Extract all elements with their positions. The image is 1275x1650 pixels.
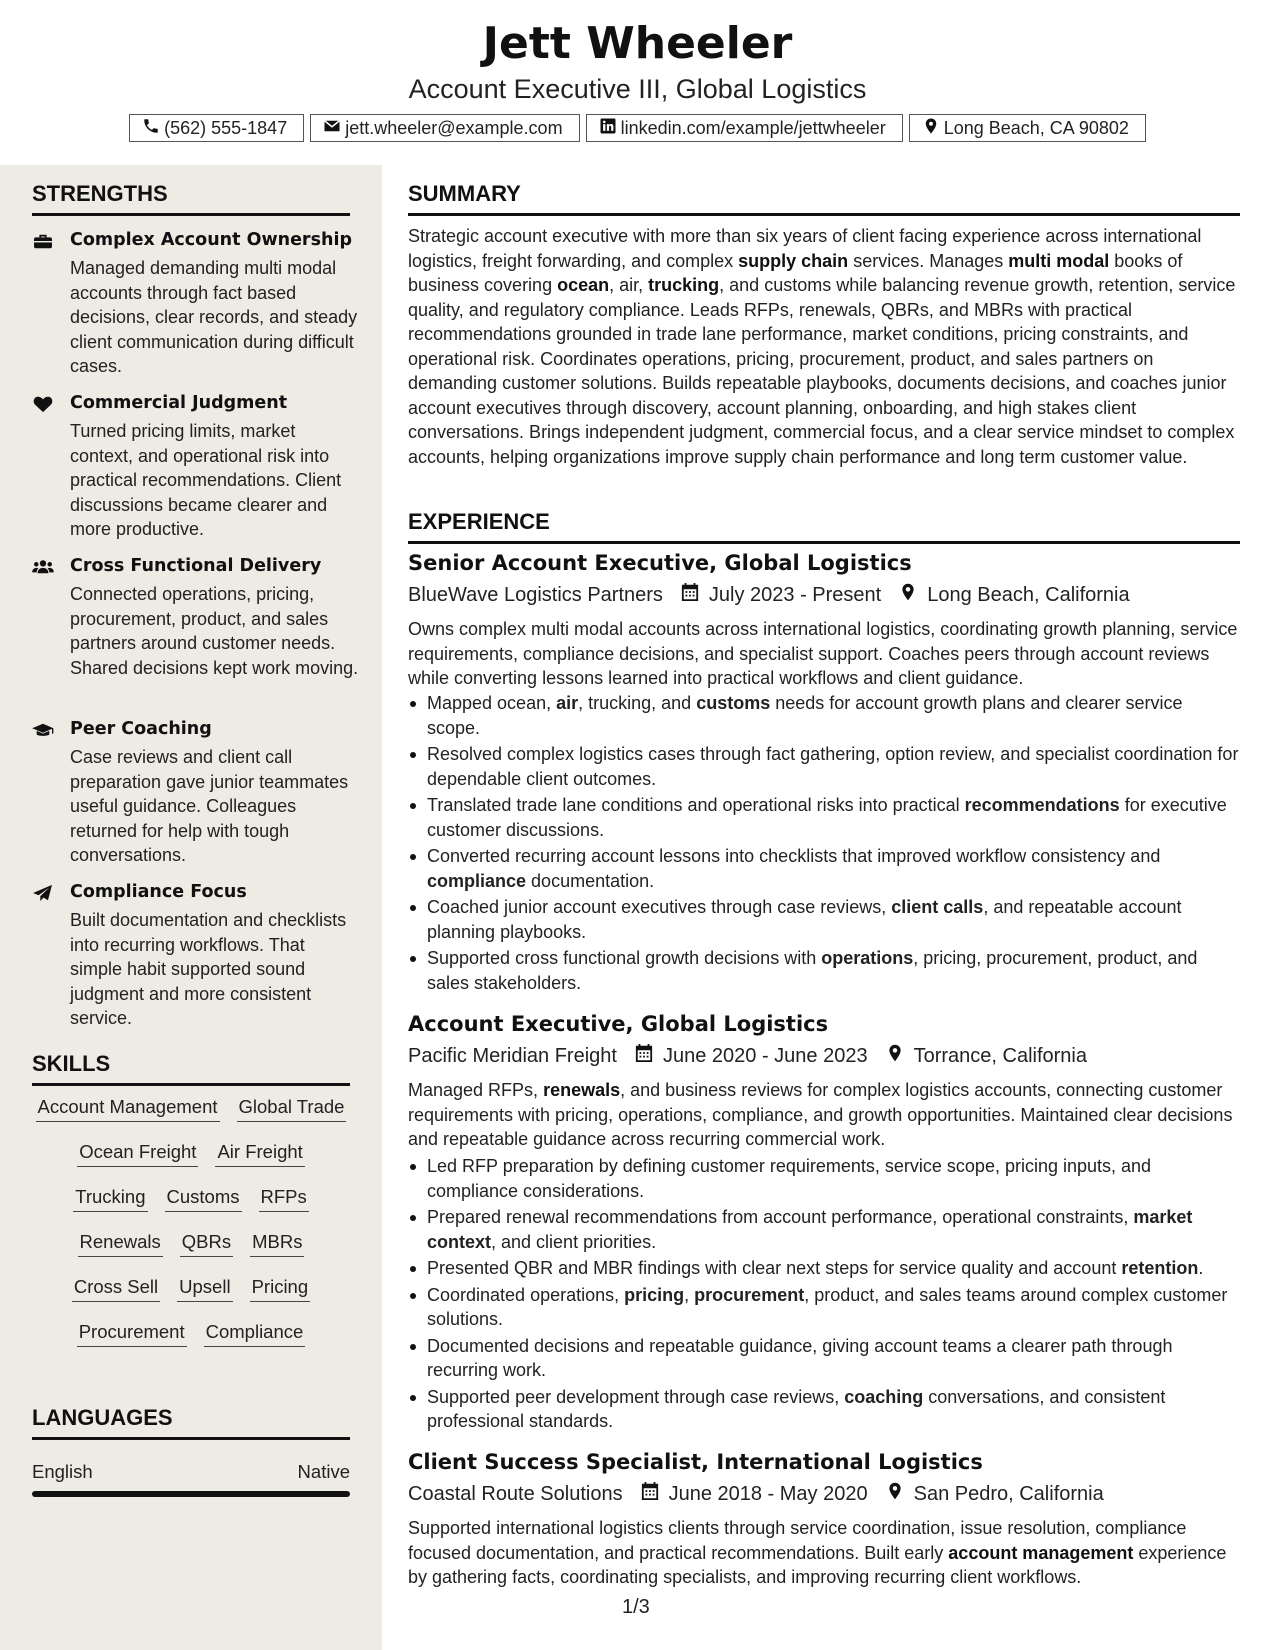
strength-title: Compliance Focus [70, 882, 247, 902]
strengths-heading: STRENGTHS [32, 181, 350, 216]
list-item: Prepared renewal recommendations from account performance, operational constraints, market context, and client priorities. [408, 1205, 1240, 1254]
skills-row [32, 1321, 350, 1366]
skill-tag: QBRs [180, 1231, 233, 1257]
skill-tag: Account Management [36, 1096, 220, 1122]
skill-tag: Procurement [77, 1321, 187, 1347]
job-location: Long Beach, California [927, 583, 1130, 606]
job-bullets [408, 1154, 1240, 1436]
skill-tag: Compliance [204, 1321, 306, 1347]
phone-text: (562) 555-1847 [164, 117, 288, 138]
strength-text: Built documentation and checklists into recurring workflows. That simple habit supported sound judgment and more consistent service. [70, 910, 347, 1028]
list-item: Documented decisions and repeatable guidance, giving account teams a clearer path through recurring work. [408, 1334, 1240, 1383]
job-meta [408, 1481, 1104, 1507]
skill-tag: Global Trade [237, 1096, 347, 1122]
skills-list [32, 1096, 350, 1366]
list-item: Coordinated operations, pricing, procurement, product, and sales teams around complex customer solutions. [408, 1283, 1240, 1332]
map-pin-icon [922, 117, 940, 140]
job-location: Torrance, California [913, 1044, 1087, 1067]
job-description: Supported international logistics clients through service coordination, issue resolution, compliance focused documentation, and practical recommendations. Built early account management experience by gathering facts, coordinating specialists, and improving recurring client workflows. [408, 1518, 1227, 1587]
graduation-cap-icon [32, 721, 54, 739]
briefcase-icon [32, 232, 54, 250]
skill-tag: Customs [165, 1186, 242, 1212]
job-title: Senior Account Executive, Global Logistics [408, 551, 912, 575]
skills-row [32, 1096, 350, 1141]
contact-phone[interactable] [129, 114, 304, 142]
candidate-title: Account Executive III, Global Logistics [408, 74, 867, 104]
map-pin-icon [868, 1043, 914, 1069]
list-item: Coached junior account executives through case reviews, client calls, and repeatable account planning playbooks. [408, 895, 1240, 944]
skill-tag: MBRs [250, 1231, 304, 1257]
page-number: 1/3 [622, 1596, 650, 1618]
calendar-icon [663, 582, 709, 608]
language-proficiency-bar [32, 1491, 350, 1497]
contact-bar [0, 114, 1275, 142]
strength-title: Complex Account Ownership [70, 230, 352, 250]
skill-tag: Upsell [177, 1276, 232, 1302]
calendar-icon [617, 1043, 663, 1069]
location-text: Long Beach, CA 90802 [943, 117, 1129, 138]
list-item: Supported peer development through case reviews, coaching conversations, and consistent professional standards. [408, 1385, 1240, 1434]
job-location: San Pedro, California [913, 1482, 1104, 1505]
strength-text: Connected operations, pricing, procurement, product, and sales partners around customer needs. Shared decisions kept work moving. [70, 584, 359, 678]
language-level: Native [297, 1461, 350, 1482]
job-description: Managed RFPs, renewals, and business reviews for complex logistics accounts, connecting customer requirements with pricing, operations, compliance, and growth opportunities. Maintained clear decisions and repeatable guidance across recurring commercial work. [408, 1080, 1233, 1149]
skills-row [32, 1276, 350, 1321]
skill-tag: RFPs [259, 1186, 309, 1212]
phone-icon [142, 117, 160, 140]
map-pin-icon [881, 582, 927, 608]
strength-title: Cross Functional Delivery [70, 556, 322, 576]
summary-heading: SUMMARY [408, 181, 1240, 216]
job-description: Owns complex multi modal accounts across international logistics, coordinating growth planning, service requirements, compliance decisions, and specialist support. Coaches peers through account reviews while converting lessons learned into practical workflows and client guidance. [408, 619, 1238, 688]
resume-header [0, 0, 1275, 165]
list-item: Translated trade lane conditions and operational risks into practical recommendations for executive customer discussions. [408, 793, 1240, 842]
skill-tag: Ocean Freight [77, 1141, 198, 1167]
list-item: Converted recurring account lessons into checklists that improved workflow consistency and compliance documentation. [408, 844, 1240, 893]
job-dates: June 2018 - May 2020 [668, 1482, 868, 1505]
email-text: jett.wheeler@example.com [345, 117, 563, 138]
list-item: Presented QBR and MBR findings with clear next steps for service quality and account retention. [408, 1256, 1240, 1281]
linkedin-icon [599, 117, 617, 140]
company-name: Coastal Route Solutions [408, 1482, 623, 1505]
paper-plane-icon [32, 884, 54, 902]
list-item: Led RFP preparation by defining customer requirements, service scope, pricing inputs, and compliance considerations. [408, 1154, 1240, 1203]
map-pin-icon [868, 1481, 914, 1507]
calendar-icon [623, 1481, 669, 1507]
skills-heading: SKILLS [32, 1051, 350, 1086]
job-bullets [408, 691, 1240, 997]
company-name: BlueWave Logistics Partners [408, 583, 663, 606]
skills-row [32, 1141, 350, 1186]
skill-tag: Trucking [73, 1186, 147, 1212]
contact-email[interactable] [310, 114, 579, 142]
list-item: Mapped ocean, air, trucking, and customs needs for account growth plans and clearer service scope. [408, 691, 1240, 740]
job-meta [408, 1043, 1087, 1069]
job-meta [408, 582, 1130, 608]
strength-text: Turned pricing limits, market context, and operational risk into practical recommendations. Client discussions became clearer and more productive. [70, 421, 342, 539]
company-name: Pacific Meridian Freight [408, 1044, 617, 1067]
skill-tag: Air Freight [215, 1141, 304, 1167]
job-dates: June 2020 - June 2023 [662, 1044, 868, 1067]
job-dates: July 2023 - Present [708, 583, 882, 606]
candidate-name: Jett Wheeler [482, 18, 793, 69]
strength-text: Case reviews and client call preparation gave junior teammates useful guidance. Colleagues returned for help with tough conversations. [70, 747, 349, 865]
languages-heading: LANGUAGES [32, 1405, 350, 1440]
summary-text: Strategic account executive with more than six years of client facing experience across international logistics, freight forwarding, and complex supply chain services. Manages multi modal books of business covering ocean, air, trucking, and customs while balancing revenue growth, retention, service quality, and regulatory compliance. Leads RFPs, renewals, QBRs, and MBRs with practical recommendations grounded in trade lane performance, market conditions, pricing constraints, and operational risk. Coordinates operations, pricing, procurement, product, and sales partners on demanding customer solutions. Builds repeatable playbooks, documents decisions, and coaches junior account executives through discovery, account planning, onboarding, and high stakes client conversations. Brings independent judgment, commercial focus, and a clear service mindset to complex accounts, helping organizations improve supply chain performance and long term customer value. [408, 226, 1236, 467]
skill-tag: Cross Sell [72, 1276, 160, 1302]
strength-text: Managed demanding multi modal accounts through fact based decisions, clear records, and steady client communication during difficult cases. [70, 258, 358, 376]
linkedin-text: linkedin.com/example/jettwheeler [620, 117, 886, 138]
skill-tag: Pricing [250, 1276, 311, 1302]
envelope-icon [323, 117, 341, 140]
contact-location[interactable] [909, 114, 1146, 142]
users-icon [32, 558, 54, 576]
job-title: Client Success Specialist, International Logistics [408, 1450, 983, 1474]
language-name: English [32, 1461, 93, 1482]
strength-title: Peer Coaching [70, 719, 212, 739]
language-row [32, 1461, 350, 1483]
skills-row [32, 1186, 350, 1231]
strength-title: Commercial Judgment [70, 393, 288, 413]
skill-tag: Renewals [78, 1231, 163, 1257]
experience-heading: EXPERIENCE [408, 509, 1240, 544]
job-title: Account Executive, Global Logistics [408, 1012, 829, 1036]
heart-icon [32, 395, 54, 413]
contact-linkedin[interactable] [586, 114, 903, 142]
list-item: Resolved complex logistics cases through fact gathering, option review, and specialist coordination for dependable client outcomes. [408, 742, 1240, 791]
skills-row [32, 1231, 350, 1276]
list-item: Supported cross functional growth decisions with operations, pricing, procurement, product, and sales stakeholders. [408, 946, 1240, 995]
